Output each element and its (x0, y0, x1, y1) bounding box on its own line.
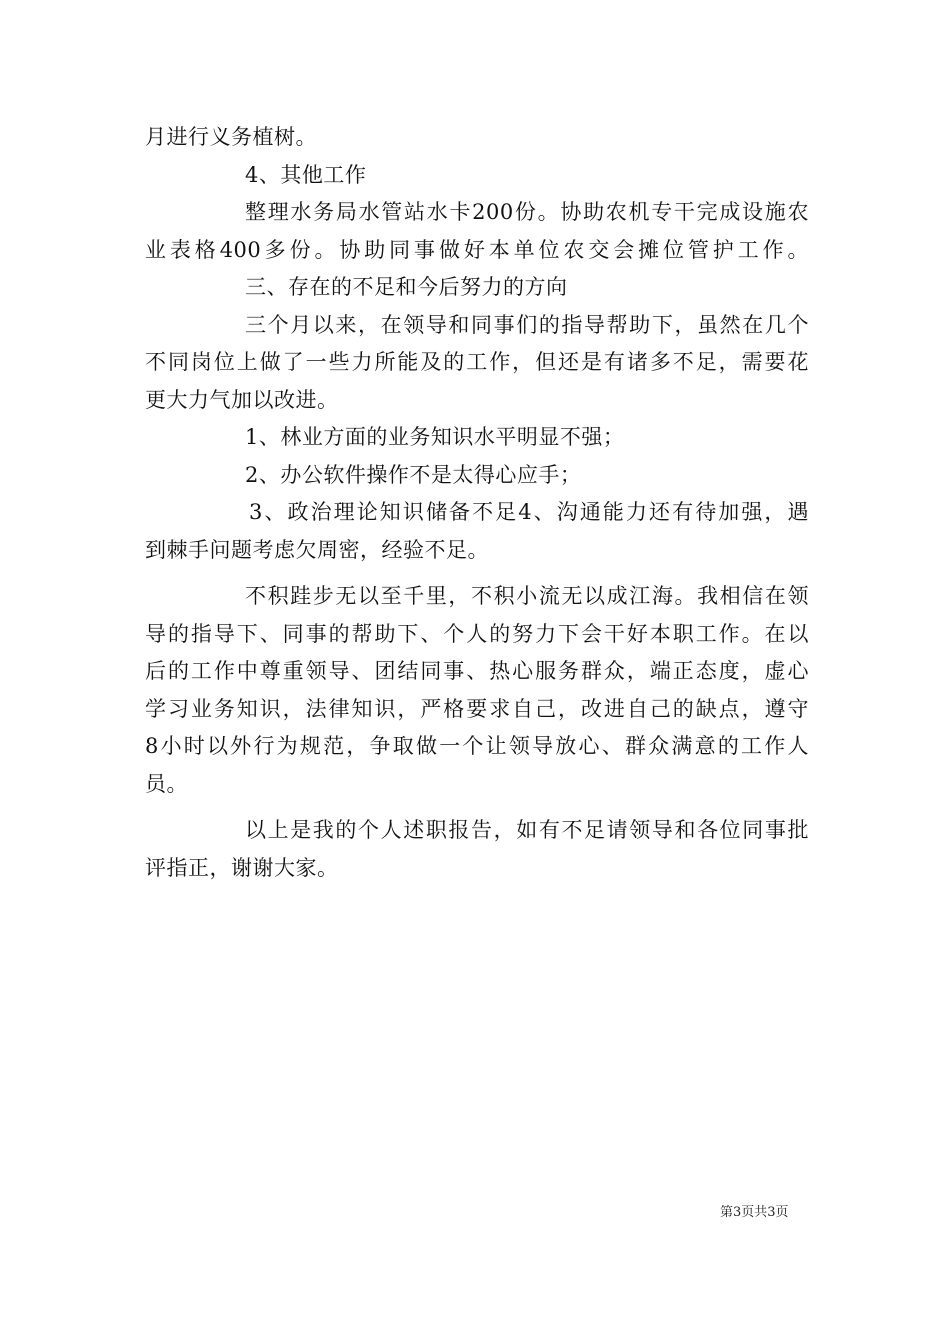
body-line: 学习业务知识，法律知识，严格要求自己，改进自己的缺点，遵守 (145, 696, 809, 721)
page-number: 第3页共3页 (720, 1205, 789, 1220)
body-line: 以上是我的个人述职报告，如有不足请领导和各位同事批 (245, 818, 809, 842)
document-body (145, 119, 809, 887)
body-line: 月进行义务植树。 (145, 125, 317, 149)
paragraph-gap (145, 569, 809, 578)
list-item: 2、办公软件操作不是太得心应手； (245, 462, 582, 487)
list-item: 3、政治理论知识储备不足4、沟通能力还有待加强，遇 (249, 500, 809, 524)
body-line: 整理水务局水管站水卡200份。协助农机专干完成设施农 (245, 200, 809, 224)
body-line: 8小时以外行为规范，争取做一个让领导放心、群众满意的工作人 (145, 734, 809, 758)
body-line: 更大力气加以改进。 (145, 387, 339, 412)
body-line: 不积跬步无以至千里，不积小流无以成江海。我相信在领 (245, 584, 809, 608)
body-line: 业表格400多份。协助同事做好本单位农交会摊位管护工作。 (145, 237, 809, 262)
section-heading: 4、其他工作 (245, 162, 367, 187)
body-line: 后的工作中尊重领导、团结同事、热心服务群众，端正态度，虚心 (145, 659, 809, 683)
paragraph-gap (145, 803, 809, 812)
section-heading: 三、存在的不足和今后努力的方向 (245, 275, 568, 299)
list-item: 1、林业方面的业务知识水平明显不强； (245, 425, 625, 449)
body-line: 不同岗位上做了一些力所能及的工作，但还是有诸多不足，需要花 (145, 350, 809, 374)
body-line: 员。 (145, 771, 188, 796)
body-line: 三个月以来，在领导和同事们的指导帮助下，虽然在几个 (245, 312, 809, 337)
body-line: 到棘手问题考虑欠周密，经验不足。 (145, 537, 489, 562)
body-line: 评指正，谢谢大家。 (145, 855, 339, 880)
body-line: 导的指导下、同事的帮助下、个人的努力下会干好本职工作。在以 (145, 621, 809, 646)
